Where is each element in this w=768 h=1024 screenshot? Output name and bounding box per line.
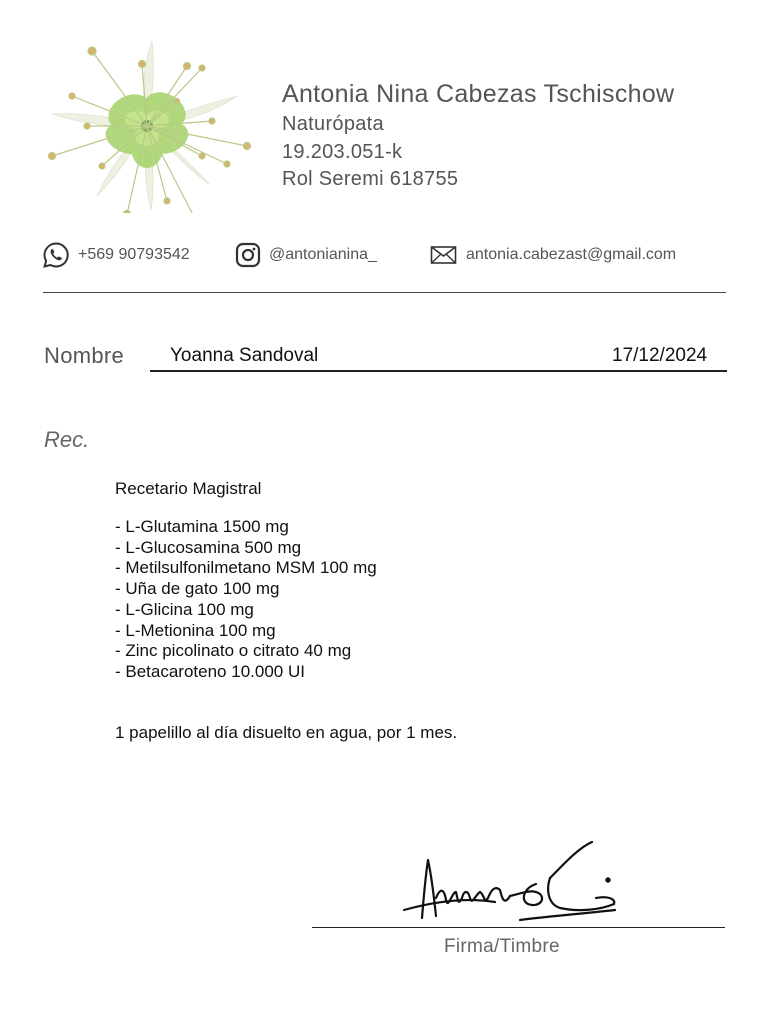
doctor-rut: 19.203.051-k <box>282 141 403 163</box>
signature-line <box>312 927 725 928</box>
list-item: - Uña de gato 100 mg <box>115 579 280 599</box>
rec-label: Rec. <box>44 427 90 452</box>
doctor-name: Antonia Nina Cabezas Tschischow <box>282 80 675 108</box>
list-item: - Metilsulfonilmetano MSM 100 mg <box>115 558 377 578</box>
mail-icon <box>430 245 458 265</box>
instagram-handle: @antonianina_ <box>269 246 377 263</box>
instagram-icon <box>235 242 261 268</box>
patient-underline <box>150 370 727 372</box>
email-address: antonia.cabezast@gmail.com <box>466 246 677 263</box>
list-item: - L-Glicina 100 mg <box>115 599 254 619</box>
contact-phone[interactable] <box>42 240 190 270</box>
header-divider <box>43 292 726 293</box>
prescription-title: Recetario Magistral <box>115 479 262 498</box>
patient-label: Nombre <box>44 343 125 368</box>
contact-email[interactable] <box>430 240 676 270</box>
prescription-date: 17/12/2024 <box>612 345 708 366</box>
list-item: - Betacaroteno 10.000 UI <box>115 661 305 681</box>
list-item: - L-Glucosamina 500 mg <box>115 537 302 557</box>
prescription-items <box>115 517 377 683</box>
handwritten-signature <box>400 838 630 933</box>
phone-number: +569 90793542 <box>78 246 190 263</box>
doctor-title: Naturópata <box>282 113 384 135</box>
contact-instagram[interactable] <box>235 240 377 270</box>
flower-logo <box>40 38 255 213</box>
signature-label: Firma/Timbre <box>444 936 560 957</box>
list-item: - L-Glutamina 1500 mg <box>115 517 289 536</box>
patient-name: Yoanna Sandoval <box>170 345 319 366</box>
list-item: - L-Metionina 100 mg <box>115 620 276 640</box>
doctor-registration: Rol Seremi 618755 <box>282 168 459 190</box>
list-item: - Zinc picolinato o citrato 40 mg <box>115 641 352 661</box>
dosage-instructions: 1 papelillo al día disuelto en agua, por 1 mes. <box>115 723 458 742</box>
whatsapp-icon <box>42 241 70 269</box>
